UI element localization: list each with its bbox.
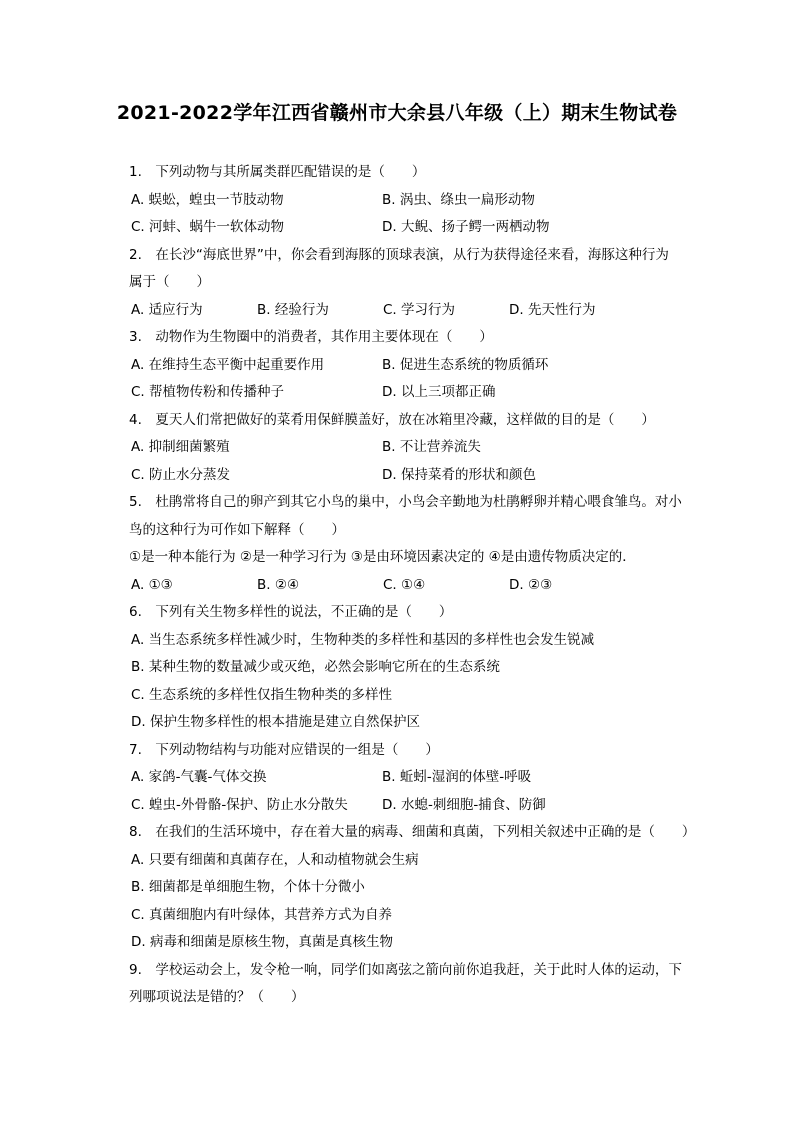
answer-option: A. 家鸽-气囊-气体交换 [131, 769, 267, 785]
question-stem-line [0, 547, 794, 567]
question-stem-line [0, 822, 794, 842]
option-row [0, 685, 794, 705]
answer-option: D. 病毒和细菌是原核生物，真菌是真核生物 [131, 934, 393, 950]
option-row [0, 630, 794, 650]
answer-option: D. ②③ [509, 576, 553, 593]
question-stem-text: 3. 动物作为生物圈中的消费者，其作用主要体现在（ ） [129, 329, 493, 345]
question-stem-line [0, 410, 794, 430]
answer-option: A. ①③ [131, 576, 173, 593]
answer-option: A. 蜈蚣，蝗虫一节肢动物 [131, 191, 284, 208]
answer-option: C. 蝗虫-外骨骼-保护、防止水分散失 [131, 796, 348, 813]
answer-option: C. 帮植物传粉和传播种子 [131, 384, 285, 400]
option-row [0, 465, 794, 485]
question-stem-text: 列哪项说法是错的？（ ） [129, 989, 305, 1005]
option-row [0, 382, 794, 402]
question-stem-line [0, 740, 794, 760]
answer-option: B. 某种生物的数量减少或灭绝，必然会影响它所在的生态系统 [131, 659, 500, 675]
answer-option: C. 真菌细胞内有叶绿体，其营养方式为自养 [131, 906, 393, 923]
question-stem-text: 5. 杜鹃常将自己的卵产到其它小鸟的巢中，小鸟会辛勤地为杜鹃孵卵并精心喂食雏鸟。对小 [129, 494, 682, 510]
question-stem-line [0, 602, 794, 622]
option-row [0, 657, 794, 677]
answer-option: B. 经验行为 [257, 301, 329, 318]
option-row [0, 217, 794, 237]
question-stem-line [0, 492, 794, 512]
answer-option: B. 促进生态系统的物质循环 [382, 356, 549, 373]
question-stem-text: 9. 学校运动会上，发令枪一响，同学们如离弦之箭向前你追我赶，关于此时人体的运动，下 [129, 961, 682, 978]
answer-option: D. 先天性行为 [509, 301, 596, 318]
answer-option: A. 在维持生态平衡中起重要作用 [131, 356, 325, 373]
option-row [0, 575, 794, 595]
question-stem-text: 8. 在我们的生活环境中，存在着大量的病毒、细菌和真菌，下列相关叙述中正确的是（ ） [129, 824, 696, 840]
option-row [0, 190, 794, 210]
question-stem-line [0, 987, 794, 1007]
answer-option: C. 防止水分蒸发 [131, 466, 231, 483]
question-stem-line [0, 960, 794, 980]
option-row [0, 932, 794, 952]
answer-option: D. 保持菜肴的形状和颜色 [382, 466, 536, 483]
option-row [0, 877, 794, 897]
answer-option: D. 水螅-刺细胞-捕食、防御 [382, 796, 546, 813]
question-stem-text: 鸟的这种行为可作如下解释（ ） [129, 521, 345, 538]
option-row [0, 850, 794, 870]
question-stem-text: 1. 下列动物与其所属类群匹配错误的是（ ） [129, 164, 426, 180]
page-title: 2021-2022学年江西省赣州市大余县八年级（上）期末生物试卷 [116, 102, 678, 124]
answer-option: B. 不让营养流失 [382, 439, 481, 455]
option-row [0, 355, 794, 375]
answer-option: A. 只要有细菌和真菌存在，人和动植物就会生病 [131, 851, 419, 868]
option-row [0, 795, 794, 815]
question-stem-line [0, 272, 794, 292]
answer-option: B. 细菌都是单细胞生物，个体十分微小 [131, 879, 365, 895]
answer-option: C. 河蚌、蜗牛一软体动物 [131, 219, 285, 235]
question-stem-line [0, 327, 794, 347]
answer-option: A. 适应行为 [131, 301, 203, 318]
question-stem-text: 4. 夏天人们常把做好的菜肴用保鲜膜盖好，放在冰箱里冷藏，这样做的目的是（ ） [129, 411, 655, 428]
question-stem-line [0, 162, 794, 182]
question-stem-text: 属于（ ） [129, 274, 210, 290]
option-row [0, 712, 794, 732]
answer-option: D. 以上三项都正确 [382, 384, 496, 400]
answer-option: A. 抑制细菌繁殖 [131, 439, 230, 455]
answer-option: C. 生态系统的多样性仅指生物种类的多样性 [131, 686, 393, 703]
answer-option: C. 学习行为 [383, 301, 456, 318]
answer-option: D. 保护生物多样性的根本措施是建立自然保护区 [131, 714, 420, 730]
option-row [0, 905, 794, 925]
question-stem-text: 7. 下列动物结构与功能对应错误的一组是（ ） [129, 741, 439, 758]
question-stem-text: 2. 在长沙“海底世界”中，你会看到海豚的顶球表演，从行为获得途径来看，海豚这种行为 [129, 246, 669, 263]
question-stem-text: 6. 下列有关生物多样性的说法，不正确的是（ ） [129, 604, 453, 620]
question-stem-line [0, 520, 794, 540]
answer-option: B. 涡虫、绦虫一扁形动物 [382, 191, 535, 208]
answer-option: C. ①④ [383, 576, 426, 593]
option-row [0, 767, 794, 787]
option-row [0, 437, 794, 457]
answer-option: B. ②④ [257, 576, 300, 593]
answer-option: A. 当生态系统多样性减少时，生物种类的多样性和基因的多样性也会发生锐减 [131, 631, 595, 648]
option-row [0, 300, 794, 320]
answer-option: D. 大鲵、扬子鳄一两栖动物 [382, 219, 550, 235]
question-stem-text: ①是一种本能行为 ②是一种学习行为 ③是由环境因素决定的 ④是由遗传物质决定的． [129, 549, 636, 565]
question-stem-line [0, 245, 794, 265]
answer-option: B. 蚯蚓-湿润的体壁-呼吸 [382, 769, 532, 785]
